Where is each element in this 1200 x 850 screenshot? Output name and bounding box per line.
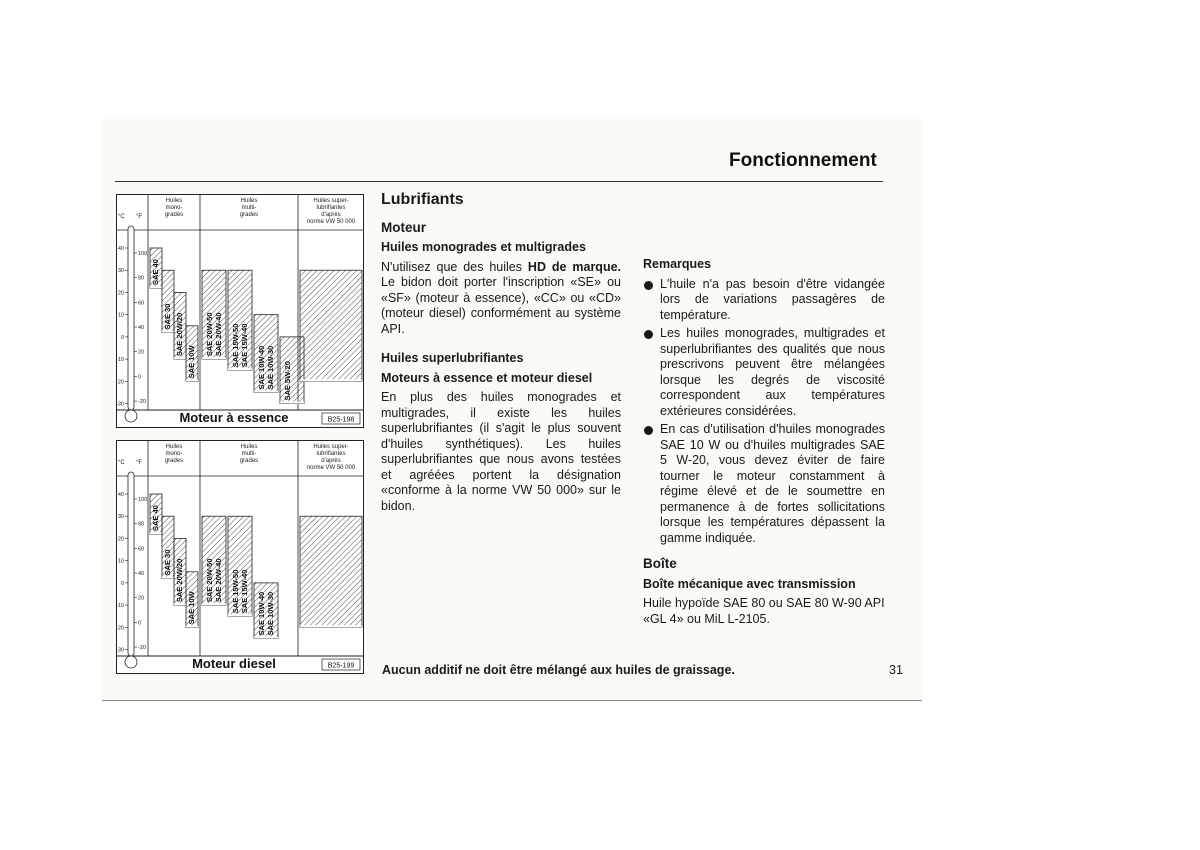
heading-superlub-sub: Moteurs à essence et moteur diesel [381, 370, 593, 385]
range-bar-end [254, 636, 278, 638]
fahrenheit-tick-label: 80 [138, 521, 145, 528]
series-label: SAE 30 [162, 549, 172, 576]
celsius-tick-label: -30 [116, 401, 124, 408]
range-bar-end [150, 286, 162, 288]
paragraph-boite: Huile hypoïde SAE 80 ou SAE 80 W-90 API «GL 4» ou MiL L-2105. [643, 596, 885, 626]
column-header-text: Huiles super- [313, 198, 349, 204]
column-header-text: grades [239, 458, 259, 464]
title-rule [115, 181, 883, 182]
remark-item [643, 422, 885, 546]
range-bar-end [150, 532, 162, 534]
page-number: 31 [889, 663, 903, 677]
thermometer-bulb-icon [125, 410, 137, 422]
series-label: SAE 15W-40 [239, 569, 249, 614]
column-header-text: multi- [241, 205, 257, 211]
thermometer-icon [128, 226, 134, 410]
column-header-text: lubrifiantes [316, 451, 346, 457]
celsius-tick-label: 30 [117, 514, 124, 521]
series-label: SAE 20W-40 [213, 558, 223, 603]
paragraph-mono-bold: HD de marque. [527, 259, 622, 274]
fahrenheit-tick-label: 20 [138, 349, 145, 356]
fahrenheit-tick-label: 0 [138, 620, 142, 627]
range-bar-end [228, 368, 252, 370]
series-label: SAE 10W-30 [265, 591, 275, 636]
range-bar-end [254, 390, 278, 392]
column-header-text: mono- [165, 205, 183, 211]
series-label: SAE 10W-40 [256, 591, 266, 636]
unit-celsius: °C [118, 214, 125, 220]
heading-moteur: Moteur [381, 219, 426, 235]
range-bar-end [228, 614, 252, 616]
series-label: SAE 10W [186, 591, 196, 625]
series-label: SAE 20W/20 [174, 312, 184, 357]
range-bar-end [174, 357, 186, 359]
celsius-tick-label: 0 [120, 334, 124, 341]
column-remarks [643, 257, 885, 637]
range-bar [300, 270, 362, 381]
unit-fahrenheit: °F [136, 214, 143, 220]
section-title: Fonctionnement [729, 150, 877, 171]
celsius-tick-label: 10 [117, 558, 124, 565]
chart-title: Moteur à essence [179, 410, 289, 425]
heading-superlub: Huiles superlubrifiantes [381, 351, 524, 365]
column-header-text: multi- [241, 451, 257, 457]
celsius-tick-label: 20 [117, 290, 124, 297]
series-label: SAE 40 [150, 259, 160, 285]
remarks-list [643, 277, 885, 547]
celsius-tick-label: 0 [120, 580, 124, 587]
range-bar-end [174, 603, 186, 605]
heading-lubrifiants: Lubrifiants [381, 191, 464, 208]
series-label: SAE 20W-50 [204, 312, 214, 357]
celsius-tick-label: -20 [116, 379, 124, 386]
series-label: SAE 5W-20 [282, 361, 292, 401]
bullet-icon [644, 426, 653, 435]
remark-text: En cas d'utilisation d'huiles monogrades SAE 10 W ou d'huiles multigrades SAE 5 W-20, vous devez éviter de faire tourner le moteur constamment à régime élevé et de le soumettre en permanence à de fortes sollicitations lorsque les températures dépassent la gamme indiquée. [660, 422, 885, 545]
heading-mono-multi: Huiles monogrades et multigrades [381, 240, 586, 254]
column-header-text: mono- [165, 451, 183, 457]
series-label: SAE 15W-40 [239, 323, 249, 368]
column-header-text: Huiles [165, 198, 183, 204]
paragraph-superlub: En plus des huiles monogrades et multigrades, il existe les huiles superlubrifiantes (il s'agit le plus souvent d'huiles synthétiques). Les huiles superlubrifiantes que nous avons testées et agréées portent la désignation «conforme à la norme VW 50 000» sur le bidon. [381, 390, 621, 513]
range-bar-end [202, 357, 226, 359]
bullet-icon [644, 281, 653, 290]
series-label: SAE 10W-30 [265, 345, 275, 390]
series-label: SAE 30 [162, 303, 172, 330]
remark-item [643, 277, 885, 324]
remark-text: Les huiles monogrades, multigrades et superlubrifiantes des qualités que nous prescrivons peuvent être mélangées lorsque les degrés de viscosité correspondent aux températures extérieures considérées. [660, 326, 885, 418]
fahrenheit-tick-label: -20 [138, 399, 146, 406]
fahrenheit-tick-label: 60 [138, 546, 145, 553]
paragraph-mono [381, 260, 621, 338]
column-header-text: grades [164, 212, 184, 218]
thermometer-bulb-icon [125, 656, 137, 668]
column-header-text: lubrifiantes [316, 205, 346, 211]
range-bar-end [162, 576, 174, 578]
fahrenheit-tick-label: 100 [138, 496, 148, 503]
celsius-tick-label: 40 [117, 492, 124, 498]
figure-id: B25-199 [327, 662, 355, 670]
column-header-text: Huiles [240, 198, 258, 204]
chart-title: Moteur diesel [192, 656, 276, 671]
column-header-text: Huiles [165, 444, 183, 450]
unit-celsius: °C [118, 460, 125, 466]
celsius-tick-label: -30 [116, 647, 124, 654]
range-bar-end [162, 330, 174, 332]
range-bar-end [300, 625, 362, 627]
fahrenheit-tick-label: 40 [138, 571, 145, 578]
range-bar-end [300, 379, 362, 381]
range-bar-end [186, 625, 198, 627]
chart-diesel-svg [116, 440, 364, 674]
series-label: SAE 15W-50 [230, 323, 240, 368]
column-header-text: Huiles super- [313, 444, 349, 450]
viscosity-chart-diesel [116, 440, 364, 679]
heading-remarques: Remarques [643, 257, 712, 271]
fahrenheit-tick-label: -20 [138, 645, 146, 652]
range-bar [300, 516, 362, 627]
celsius-tick-label: 10 [117, 312, 124, 319]
celsius-tick-label: 30 [117, 268, 124, 275]
column-header-text: Huiles [240, 444, 258, 450]
fahrenheit-tick-label: 60 [138, 300, 145, 307]
heading-boite: Boîte [643, 556, 677, 571]
paragraph-mono-end: Le bidon doit porter l'inscription «SE» ou «SF» (moteur à essence), «CC» ou «CD» (moteur diesel) conformément au système API. [381, 275, 621, 336]
range-bar-end [202, 603, 226, 605]
column-header-text: d'après [321, 212, 341, 218]
celsius-tick-label: -20 [116, 625, 124, 632]
unit-fahrenheit: °F [136, 460, 143, 466]
column-header-text: norme VW 50 000 [306, 465, 356, 471]
fahrenheit-tick-label: 100 [138, 250, 148, 257]
series-label: SAE 20W-40 [213, 312, 223, 357]
paragraph-mono-start: N'utilisez que des huiles [381, 259, 528, 274]
thermometer-icon [128, 472, 134, 656]
fahrenheit-tick-label: 40 [138, 325, 145, 332]
heading-boite-meca: Boîte mécanique avec transmission [643, 576, 856, 591]
range-bar-end [186, 379, 198, 381]
viscosity-chart-essence [116, 194, 364, 433]
fahrenheit-tick-label: 0 [138, 374, 142, 381]
bullet-icon [644, 330, 653, 339]
fahrenheit-tick-label: 20 [138, 595, 145, 602]
column-header-text: norme VW 50 000 [306, 219, 356, 225]
series-label: SAE 15W-50 [230, 569, 240, 614]
series-label: SAE 20W/20 [174, 558, 184, 603]
series-label: SAE 10W-40 [256, 345, 266, 390]
celsius-tick-label: 20 [117, 536, 124, 543]
range-bar-end [280, 402, 304, 404]
figure-id: B25-198 [327, 416, 355, 424]
column-header-text: grades [164, 458, 184, 464]
remark-text: L'huile n'a pas besoin d'être vidangée lors de variations passagères de température. [660, 276, 885, 322]
series-label: SAE 10W [186, 345, 196, 379]
column-header-text: d'après [321, 458, 341, 464]
celsius-tick-label: -10 [116, 603, 124, 610]
remark-item [643, 326, 885, 419]
column-header-text: grades [239, 212, 259, 218]
footer-note: Aucun additif ne doit être mélangé aux huiles de graissage. [382, 663, 735, 677]
celsius-tick-label: -10 [116, 357, 124, 364]
column-lubricants [381, 192, 621, 524]
chart-essence-svg [116, 194, 364, 428]
series-label: SAE 40 [150, 505, 160, 531]
fahrenheit-tick-label: 80 [138, 275, 145, 282]
bottom-rule [102, 700, 922, 701]
series-label: SAE 20W-50 [204, 558, 214, 603]
celsius-tick-label: 40 [117, 246, 124, 252]
